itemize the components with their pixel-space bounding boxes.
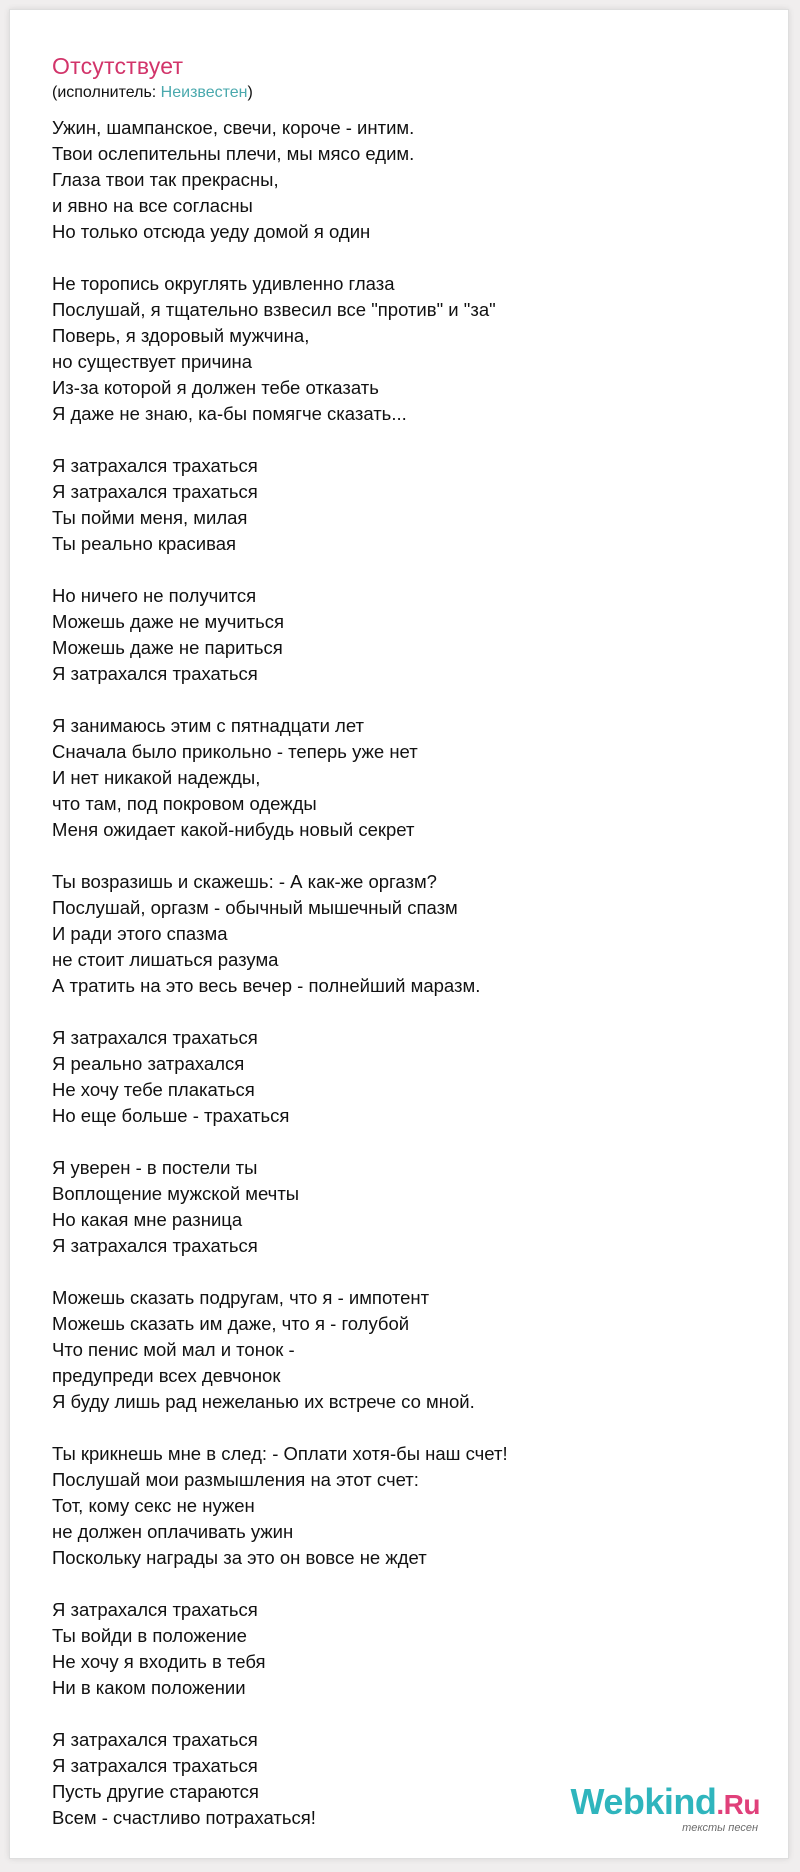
lyric-line: Из-за которой я должен тебе отказать [52,377,379,398]
lyric-line: Ты реально красивая [52,533,237,554]
lyric-line: А тратить на это весь вечер - полнейший маразм. [52,975,481,996]
lyric-line: предупреди всех девчонок [52,1365,281,1386]
lyric-line: Ни в каком положении [52,1677,246,1698]
lyric-line: но существует причина [52,351,253,372]
lyric-line: Послушай мои размышления на этот счет: [52,1469,419,1490]
lyrics-body [52,115,752,1831]
lyrics-stanza [52,583,752,687]
logo-brand: Webkind [570,1781,717,1822]
lyrics-card [9,9,789,1859]
lyric-line: Я даже не знаю, ка-бы помягче сказать... [52,403,407,424]
lyric-line: Можешь сказать подругам, что я - импотент [52,1287,430,1308]
lyric-line: Я буду лишь рад нежеланью их встрече со мной. [52,1391,475,1412]
lyric-line: Поскольку награды за это он вовсе не ждет [52,1547,427,1568]
site-logo[interactable] [571,1783,760,1834]
lyric-line: Я затрахался трахаться [52,1755,258,1776]
lyric-line: Что пенис мой мал и тонок - [52,1339,295,1360]
lyric-line: что там, под покровом одежды [52,793,317,814]
lyric-line: и явно на все согласны [52,195,253,216]
lyric-line: Глаза твои так прекрасны, [52,169,279,190]
lyric-line: Можешь даже не париться [52,637,283,658]
lyrics-stanza [52,713,752,843]
lyric-line: Не хочу тебе плакаться [52,1079,255,1100]
lyric-line: Я затрахался трахаться [52,1599,258,1620]
lyric-line: Можешь сказать им даже, что я - голубой [52,1313,410,1334]
lyrics-stanza [52,1441,752,1571]
lyric-line: Я затрахался трахаться [52,1027,258,1048]
lyric-line: И нет никакой надежды, [52,767,261,788]
lyric-line: Ужин, шампанское, свечи, короче - интим. [52,117,415,138]
lyric-line: Воплощение мужской мечты [52,1183,300,1204]
lyric-line: Можешь даже не мучиться [52,611,285,632]
lyric-line: Я затрахался трахаться [52,1235,258,1256]
artist-link[interactable]: Неизвестен [160,84,248,101]
lyric-line: Пусть другие стараются [52,1781,259,1802]
lyric-line: Ты войди в положение [52,1625,247,1646]
lyric-line: Но какая мне разница [52,1209,243,1230]
song-title: Отсутствует [52,53,184,79]
lyric-line: не должен оплачивать ужин [52,1521,294,1542]
lyrics-stanza [52,271,752,427]
lyric-line: Я затрахался трахаться [52,1729,258,1750]
lyric-line: Но только отсюда уеду домой я один [52,221,371,242]
lyric-line: Послушай, оргазм - обычный мышечный спазм [52,897,458,918]
lyric-line: Ты возразишь и скажешь: - А как-же оргазм? [52,871,437,892]
lyrics-stanza [52,115,752,245]
lyric-line: Я реально затрахался [52,1053,245,1074]
lyric-line: Не хочу я входить в тебя [52,1651,266,1672]
lyric-line: Ты крикнешь мне в след: - Оплати хотя-бы наш счет! [52,1443,508,1464]
lyrics-stanza [52,1025,752,1129]
lyric-line: Поверь, я здоровый мужчина, [52,325,310,346]
lyric-line: Я затрахался трахаться [52,481,258,502]
lyric-line: Я затрахался трахаться [52,663,258,684]
lyric-line: Всем - счастливо потрахаться! [52,1807,316,1828]
lyric-line: Меня ожидает какой-нибудь новый секрет [52,819,415,840]
performer-prefix: (исполнитель: [52,84,161,101]
lyric-line: Но ничего не получится [52,585,257,606]
lyrics-stanza [52,453,752,557]
lyric-line: Твои ослепительны плечи, мы мясо едим. [52,143,415,164]
lyrics-stanza [52,1285,752,1415]
lyric-line: Но еще больше - трахаться [52,1105,290,1126]
lyric-line: Не торопись округлять удивленно глаза [52,273,395,294]
performer-line [52,83,253,103]
performer-suffix: ) [247,84,253,101]
lyrics-stanza [52,1155,752,1259]
logo-wordmark [571,1783,760,1824]
logo-tagline: тексты песен [682,1822,758,1834]
lyrics-stanza [52,869,752,999]
lyric-line: Послушай, я тщательно взвесил все "против" и "за" [52,299,496,320]
lyric-line: Тот, кому секс не нужен [52,1495,255,1516]
lyric-line: Ты пойми меня, милая [52,507,248,528]
lyric-line: И ради этого спазма [52,923,228,944]
lyric-line: Сначала было прикольно - теперь уже нет [52,741,418,762]
lyric-line: Я занимаюсь этим с пятнадцати лет [52,715,364,736]
lyric-line: не стоит лишаться разума [52,949,279,970]
lyric-line: Я затрахался трахаться [52,455,258,476]
lyrics-stanza [52,1597,752,1701]
logo-tld: .Ru [716,1789,760,1820]
lyric-line: Я уверен - в постели ты [52,1157,258,1178]
